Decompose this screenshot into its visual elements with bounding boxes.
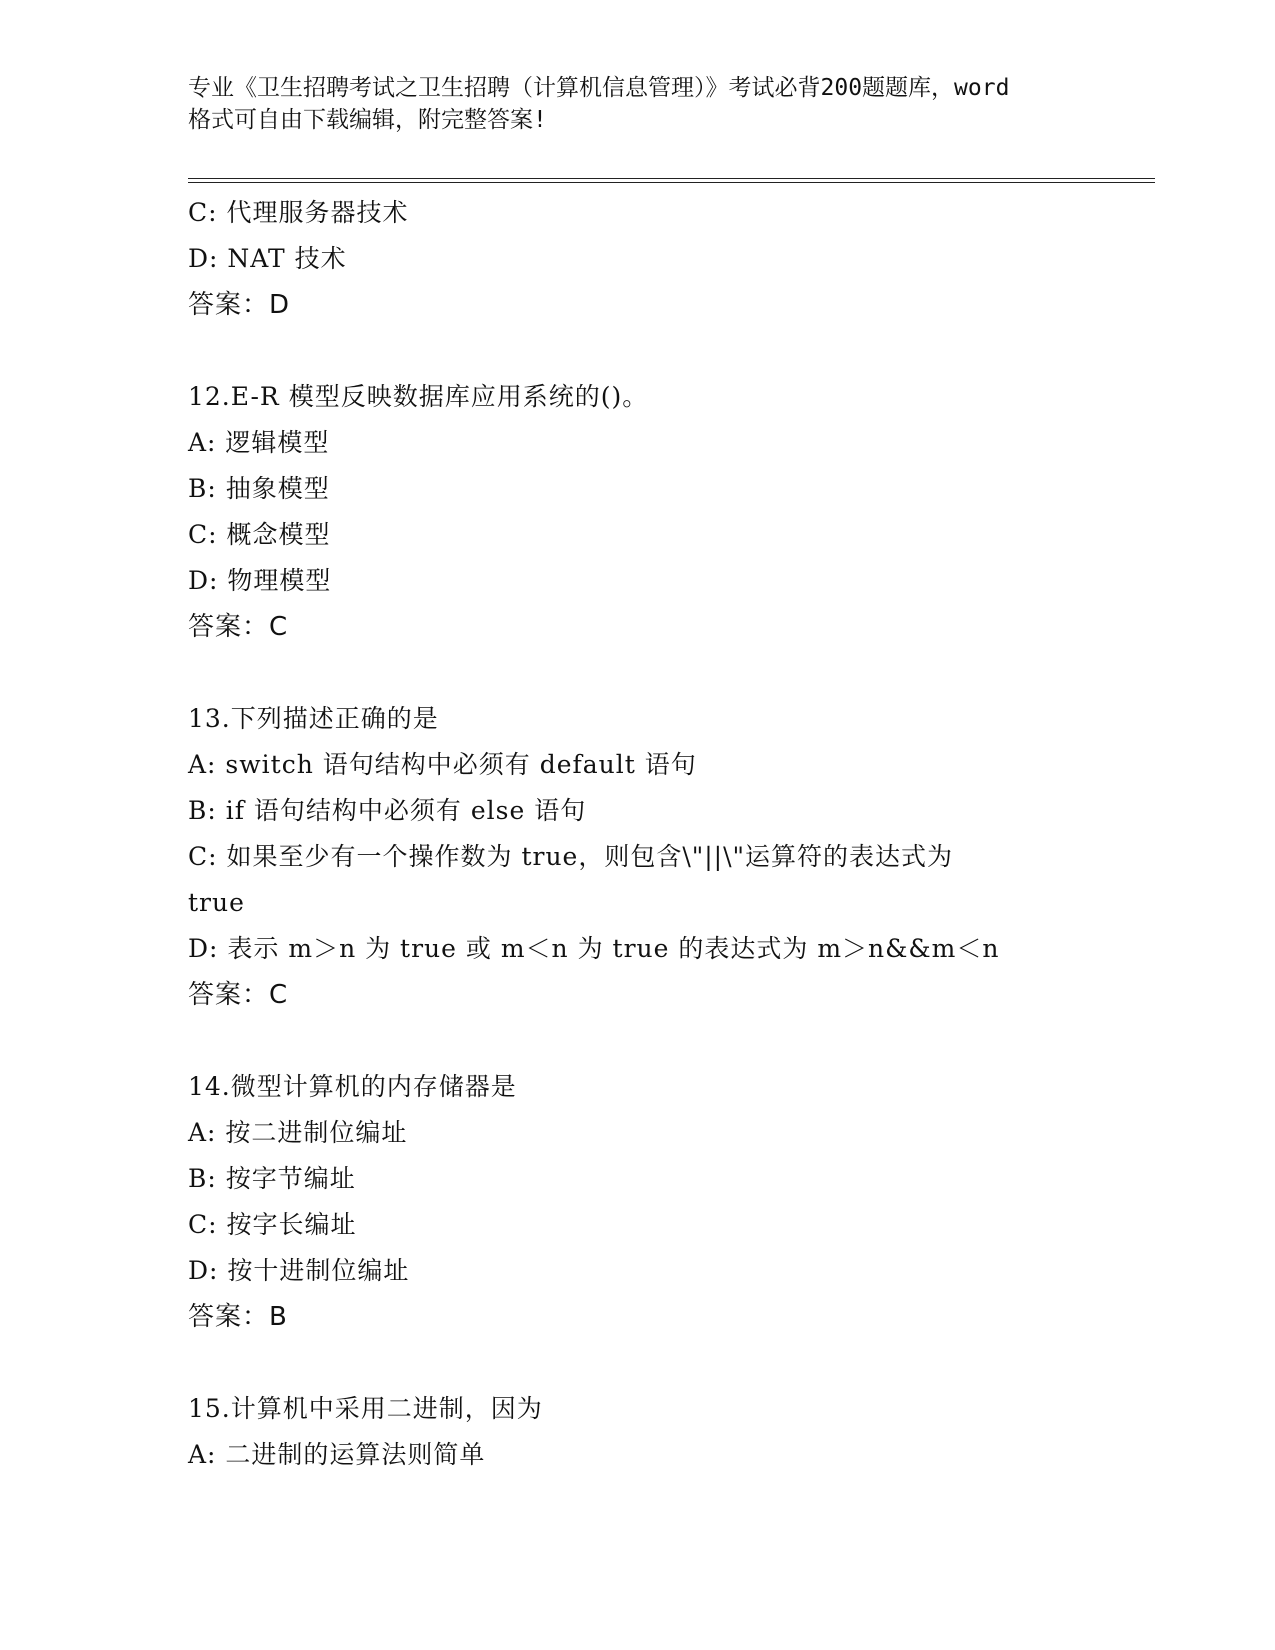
answer: 答案：D bbox=[188, 290, 291, 320]
option-d: D: 表示 m＞n 为 true 或 m＜n 为 true 的表达式为 m＞n&&m＜n bbox=[188, 934, 1000, 963]
document-header bbox=[188, 72, 1088, 136]
spacer bbox=[188, 1340, 1148, 1386]
option-a: A: 按二进制位编址 bbox=[188, 1118, 408, 1147]
option-c: C: 如果至少有一个操作数为 true，则包含\"||\"运算符的表达式为 bbox=[188, 842, 954, 871]
question-stem: 13.下列描述正确的是 bbox=[188, 704, 439, 733]
answer: 答案：C bbox=[188, 612, 289, 642]
option-c: C: 概念模型 bbox=[188, 520, 331, 549]
option-b: B: 按字节编址 bbox=[188, 1164, 356, 1193]
option-a: A: 二进制的运算法则简单 bbox=[188, 1440, 486, 1469]
spacer bbox=[188, 1018, 1148, 1064]
option-d: D: 按十进制位编址 bbox=[188, 1256, 410, 1285]
option-c-continuation: true bbox=[188, 888, 245, 917]
question-stem: 12.E-R 模型反映数据库应用系统的()。 bbox=[188, 382, 649, 411]
option-d: D: 物理模型 bbox=[188, 566, 332, 595]
answer: 答案：C bbox=[188, 980, 289, 1010]
question-stem: 14.微型计算机的内存储器是 bbox=[188, 1072, 517, 1101]
option-b: B: 抽象模型 bbox=[188, 474, 330, 503]
option-a: A: 逻辑模型 bbox=[188, 428, 330, 457]
option-c: C: 按字长编址 bbox=[188, 1210, 357, 1239]
option-a: A: switch 语句结构中必须有 default 语句 bbox=[188, 750, 697, 779]
option-b: B: if 语句结构中必须有 else 语句 bbox=[188, 796, 587, 825]
header-line-2: 格式可自由下载编辑，附完整答案! bbox=[188, 107, 547, 133]
header-divider bbox=[188, 178, 1155, 183]
spacer bbox=[188, 650, 1148, 696]
question-stem: 15.计算机中采用二进制，因为 bbox=[188, 1394, 543, 1423]
header-line-1: 专业《卫生招聘考试之卫生招聘（计算机信息管理）》考试必背200题题库，word bbox=[188, 75, 1010, 101]
spacer bbox=[188, 328, 1148, 374]
answer: 答案：B bbox=[188, 1302, 288, 1332]
option-c: C: 代理服务器技术 bbox=[188, 198, 409, 227]
option-d: D: NAT 技术 bbox=[188, 244, 347, 273]
question-list bbox=[188, 190, 1148, 1478]
